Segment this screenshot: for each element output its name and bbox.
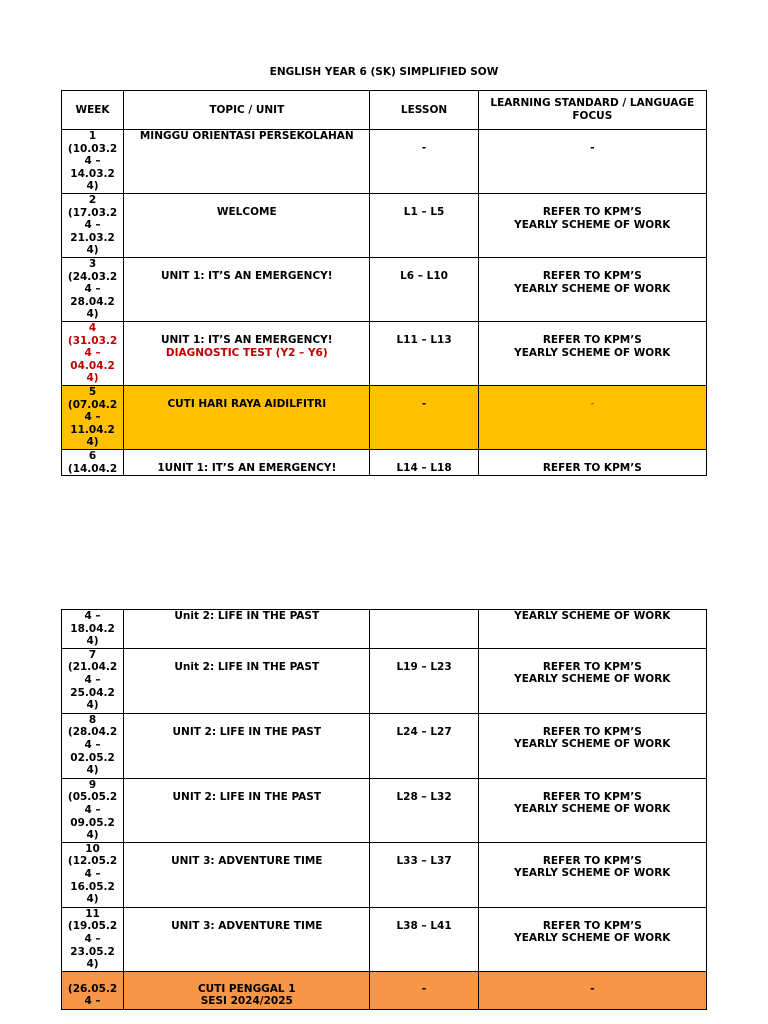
- week-cell: [62, 450, 124, 476]
- table-row-holiday: [62, 971, 707, 1009]
- week-line: 4): [86, 829, 99, 842]
- standard-line: YEARLY SCHEME OF WORK: [514, 867, 671, 880]
- week-line: 4 –: [84, 932, 101, 945]
- week-line: 4: [88, 322, 97, 334]
- week-line: 4): [86, 308, 99, 321]
- standard-line: YEARLY SCHEME OF WORK: [514, 932, 671, 945]
- week-line: 4 –: [84, 673, 101, 686]
- lesson-cell: -: [370, 971, 478, 1009]
- week-line: 28.04.2: [70, 295, 115, 308]
- week-cell: [62, 648, 124, 713]
- week-line: 4 –: [84, 411, 101, 424]
- standard-line: REFER TO KPM’S: [542, 919, 642, 932]
- topic-line: WELCOME: [216, 206, 277, 218]
- week-line: 4): [86, 893, 99, 906]
- week-line: (07.04.2: [67, 398, 118, 411]
- standard-line: REFER TO KPM’S: [542, 270, 642, 282]
- week-line: (28.04.2: [67, 726, 118, 739]
- lesson-cell: L1 – L5: [370, 194, 478, 258]
- week-line: 4 –: [84, 867, 101, 880]
- table-row: [62, 778, 707, 842]
- week-line: 4): [86, 699, 99, 712]
- standard-line: YEARLY SCHEME OF WORK: [514, 218, 671, 231]
- standard-line: REFER TO KPM’S: [542, 462, 642, 474]
- topic-cell: [124, 450, 370, 476]
- lesson-cell: -: [370, 130, 478, 194]
- table-row: [62, 713, 707, 778]
- week-line: 4 –: [84, 610, 101, 622]
- week-line: 4): [86, 436, 99, 449]
- topic-cell: [124, 971, 370, 1009]
- standard-cell: [478, 386, 706, 450]
- standard-cell: [478, 648, 706, 713]
- table-header-row: [62, 91, 707, 130]
- standard-cell: [478, 971, 706, 1009]
- topic-cell: [124, 610, 370, 649]
- topic-cell: [124, 842, 370, 907]
- week-line: 5: [88, 386, 97, 398]
- week-line: 23.05.2: [70, 945, 115, 958]
- lesson-cell: L14 – L18: [370, 450, 478, 476]
- standard-cell: [478, 610, 706, 649]
- week-line: 14.03.2: [70, 167, 115, 180]
- standard-line: REFER TO KPM’S: [542, 725, 642, 738]
- standard-cell: [478, 842, 706, 907]
- week-line: (19.05.2: [67, 920, 118, 933]
- standard-cell: [478, 322, 706, 386]
- topic-line: UNIT 3: ADVENTURE TIME: [171, 919, 323, 932]
- week-line: (24.03.2: [67, 270, 118, 283]
- table-row: [62, 648, 707, 713]
- topic-cell: [124, 194, 370, 258]
- week-line: 4): [86, 180, 99, 193]
- week-cell: [62, 842, 124, 907]
- table-row: [62, 258, 707, 322]
- week-line: 11: [85, 907, 100, 920]
- table-row: [62, 194, 707, 258]
- diagnostic-test-note: DIAGNOSTIC TEST (Y2 – Y6): [165, 346, 328, 359]
- standard-cell: [478, 130, 706, 194]
- week-line: 4 –: [84, 347, 101, 360]
- topic-cell: [124, 713, 370, 778]
- topic-line: 1UNIT 1: IT’S AN EMERGENCY!: [157, 462, 337, 474]
- sow-table-page-1: [61, 90, 707, 476]
- week-line: 4 –: [84, 738, 101, 751]
- topic-line: SESI 2024/2025: [200, 995, 293, 1008]
- standard-line: YEARLY SCHEME OF WORK: [514, 346, 671, 359]
- week-cell: [62, 713, 124, 778]
- topic-cell: [124, 778, 370, 842]
- table-row: [62, 322, 707, 386]
- week-cell: [62, 258, 124, 322]
- table-row-holiday: [62, 386, 707, 450]
- week-line: 4): [86, 244, 99, 257]
- lesson-cell: L28 – L32: [370, 778, 478, 842]
- week-line: 9: [88, 778, 97, 791]
- week-line: 4 –: [84, 803, 101, 816]
- lesson-cell: L6 – L10: [370, 258, 478, 322]
- week-line: 4): [86, 635, 99, 648]
- week-line: 04.04.2: [70, 359, 115, 372]
- week-cell: [62, 386, 124, 450]
- topic-cell: [124, 258, 370, 322]
- header-lesson: LESSON: [370, 91, 478, 130]
- topic-line: Unit 2: LIFE IN THE PAST: [174, 660, 320, 673]
- standard-cell: [478, 194, 706, 258]
- week-line: 16.05.2: [70, 880, 115, 893]
- week-line: 4 –: [84, 219, 101, 232]
- standard-cell: [478, 258, 706, 322]
- topic-line: CUTI PENGGAL 1: [197, 982, 296, 995]
- week-line: 10: [85, 842, 100, 855]
- table-row: [62, 610, 707, 649]
- week-line: (21.04.2: [67, 661, 118, 674]
- standard-line: REFER TO KPM’S: [542, 334, 642, 346]
- topic-cell: [124, 386, 370, 450]
- topic-line: UNIT 2: LIFE IN THE PAST: [172, 790, 322, 803]
- standard-line: -: [590, 982, 595, 995]
- week-line: 4 –: [84, 283, 101, 296]
- standard-line: -: [590, 142, 595, 154]
- week-line: 21.03.2: [70, 231, 115, 244]
- week-line: (10.03.2: [67, 142, 118, 155]
- topic-cell: [124, 130, 370, 194]
- standard-cell: [478, 450, 706, 476]
- week-line: 09.05.2: [70, 816, 115, 829]
- week-line: 02.05.2: [70, 751, 115, 764]
- standard-cell: [478, 778, 706, 842]
- week-line: (12.05.2: [67, 855, 118, 868]
- week-line: 6: [88, 450, 97, 462]
- topic-line: UNIT 1: IT’S AN EMERGENCY!: [160, 270, 333, 282]
- topic-line: MINGGU ORIENTASI PERSEKOLAHAN: [139, 130, 354, 142]
- standard-line: YEARLY SCHEME OF WORK: [514, 282, 671, 295]
- lesson-cell: L11 – L13: [370, 322, 478, 386]
- sow-table-page-2: [61, 609, 707, 1010]
- table-row: [62, 842, 707, 907]
- lesson-cell: L38 – L41: [370, 907, 478, 971]
- standard-line: REFER TO KPM’S: [542, 660, 642, 673]
- standard-line: YEARLY SCHEME OF WORK: [514, 673, 671, 686]
- header-topic: TOPIC / UNIT: [124, 91, 370, 130]
- week-cell: [62, 907, 124, 971]
- topic-line: CUTI HARI RAYA AIDILFITRI: [167, 398, 327, 410]
- table-row: [62, 450, 707, 476]
- lesson-cell: -: [370, 386, 478, 450]
- week-line: (31.03.2: [67, 334, 118, 347]
- week-line: 3: [88, 258, 97, 270]
- week-line: 8: [88, 713, 97, 726]
- topic-cell: [124, 322, 370, 386]
- week-line: (14.04.2: [67, 462, 118, 475]
- week-line: 11.04.2: [70, 423, 115, 436]
- week-cell: [62, 322, 124, 386]
- table-row: [62, 907, 707, 971]
- lesson-cell: L33 – L37: [370, 842, 478, 907]
- week-line: 1: [88, 130, 97, 142]
- week-line: (26.05.2: [67, 982, 118, 995]
- standard-line: REFER TO KPM’S: [542, 790, 642, 803]
- standard-line: REFER TO KPM’S: [542, 854, 642, 867]
- lesson-cell: [370, 610, 478, 649]
- topic-line: Unit 2: LIFE IN THE PAST: [174, 610, 320, 622]
- topic-line: UNIT 1: IT’S AN EMERGENCY!: [160, 334, 333, 346]
- week-cell: [62, 610, 124, 649]
- standard-cell: [478, 713, 706, 778]
- week-line: 4 –: [84, 995, 101, 1008]
- topic-line: UNIT 3: ADVENTURE TIME: [171, 854, 323, 867]
- lesson-cell: L24 – L27: [370, 713, 478, 778]
- week-line: (05.05.2: [67, 791, 118, 804]
- standard-line: -: [590, 399, 594, 408]
- week-cell: [62, 130, 124, 194]
- standard-line: REFER TO KPM’S: [542, 206, 642, 218]
- week-line: 4): [86, 958, 99, 971]
- week-line: 4): [86, 764, 99, 777]
- document-title: ENGLISH YEAR 6 (SK) SIMPLIFIED SOW: [269, 66, 499, 78]
- standard-line: YEARLY SCHEME OF WORK: [514, 738, 671, 751]
- week-line: 4): [86, 372, 99, 385]
- table-row: [62, 130, 707, 194]
- standard-cell: [478, 907, 706, 971]
- week-line: 18.04.2: [70, 622, 115, 635]
- lesson-cell: L19 – L23: [370, 648, 478, 713]
- topic-line: UNIT 2: LIFE IN THE PAST: [172, 725, 322, 738]
- week-line: 25.04.2: [70, 686, 115, 699]
- week-line: (17.03.2: [67, 206, 118, 219]
- week-line: 7: [88, 648, 97, 661]
- week-line: 2: [88, 194, 97, 206]
- standard-line: YEARLY SCHEME OF WORK: [514, 610, 671, 622]
- week-cell: [62, 778, 124, 842]
- header-week: WEEK: [62, 91, 124, 130]
- week-cell: [62, 971, 124, 1009]
- standard-line: YEARLY SCHEME OF WORK: [514, 803, 671, 816]
- week-cell: [62, 194, 124, 258]
- week-line: 4 –: [84, 155, 101, 168]
- topic-cell: [124, 648, 370, 713]
- topic-cell: [124, 907, 370, 971]
- header-learning-standard: LEARNING STANDARD / LANGUAGE FOCUS: [478, 91, 706, 130]
